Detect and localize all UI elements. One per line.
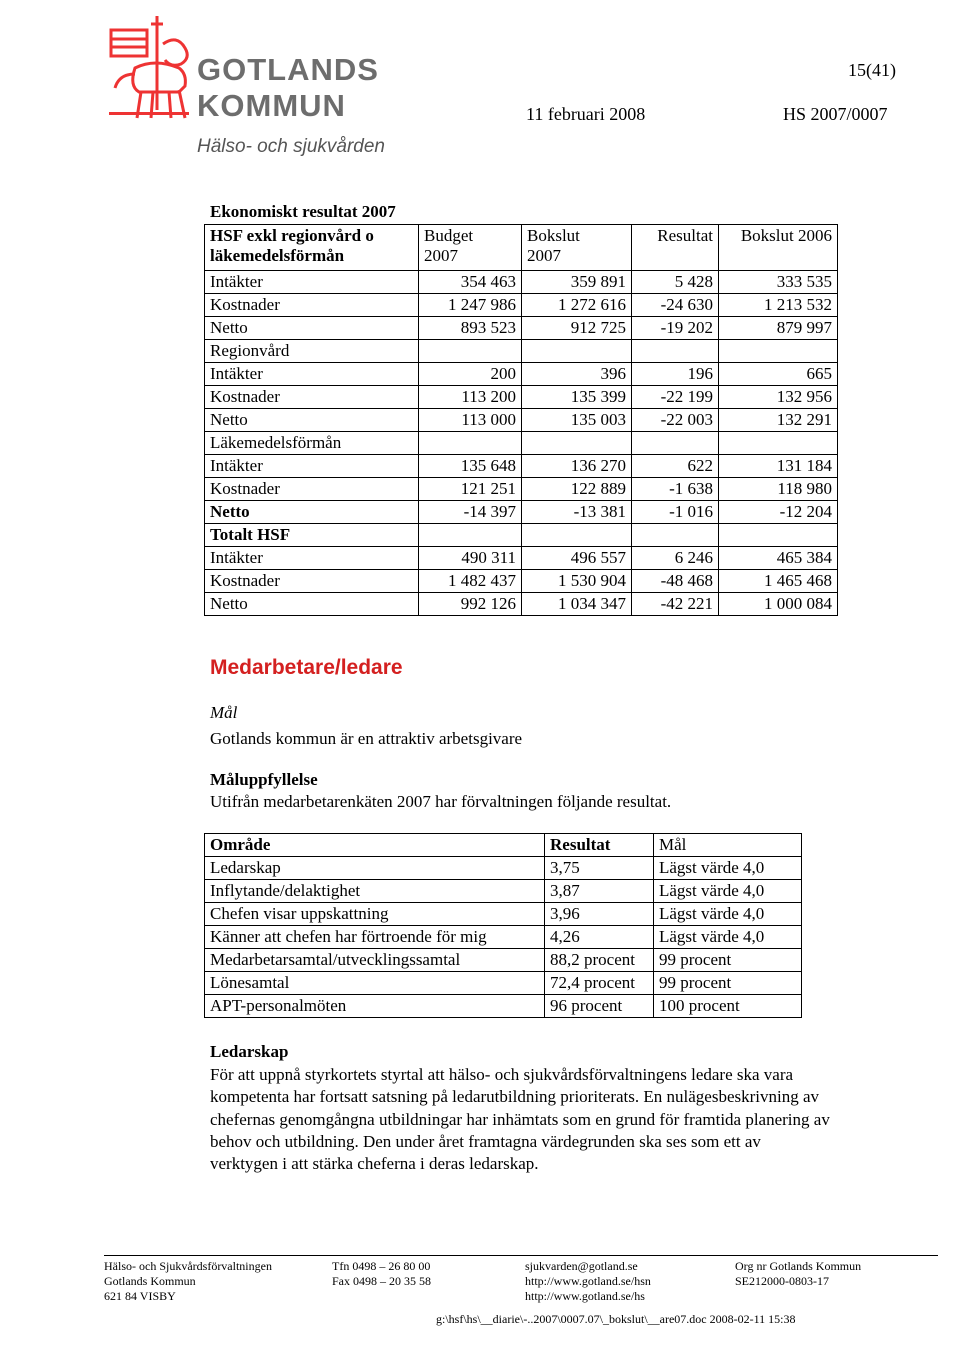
econ-cell-resultat: 5 428 [632,271,719,294]
survey-row [205,949,802,972]
econ-cell-label: Netto [205,409,419,432]
survey-cell-goal: Lägst värde 4,0 [654,880,802,903]
econ-cell-bokslut: 359 891 [522,271,632,294]
footer-address [104,1259,272,1304]
econ-header-bokslut-2006: Bokslut 2006 [719,225,838,271]
econ-cell-resultat: -19 202 [632,317,719,340]
survey-cell-area: Inflytande/delaktighet [205,880,545,903]
econ-header-row [205,225,838,271]
econ-cell-budget: 135 648 [419,455,522,478]
footer-org-name: Hälso- och Sjukvårdsförvaltningen [104,1259,272,1273]
document-reference: HS 2007/0007 [783,104,888,124]
document-date: 11 februari 2008 [526,104,646,124]
footer-postal: 621 84 VISBY [104,1289,176,1303]
logo-subtitle: Hälso- och sjukvården [197,136,385,157]
logo-name-line1: GOTLANDS [197,52,379,87]
econ-header-bokslut [522,225,632,271]
econ-row [205,455,838,478]
survey-row [205,972,802,995]
econ-cell-bokslut: 1 530 904 [522,570,632,593]
econ-cell-label: Kostnader [205,478,419,501]
survey-cell-area: Ledarskap [205,857,545,880]
survey-cell-result: 96 procent [545,995,654,1018]
econ-cell-bokslut2006: -12 204 [719,501,838,524]
survey-cell-goal: 100 procent [654,995,802,1018]
econ-cell-bokslut [522,524,632,547]
footer-org-label: Org nr Gotlands Kommun [735,1259,862,1273]
econ-cell-bokslut2006: 131 184 [719,455,838,478]
lamb-emblem-icon [105,14,197,124]
econ-cell-bokslut2006: 118 980 [719,478,838,501]
econ-cell-resultat: -1 638 [632,478,719,501]
econ-cell-resultat: 6 246 [632,547,719,570]
fulfilment-heading: Måluppfyllelse [210,770,318,789]
econ-header-label-line2: läkemedelsförmån [210,246,345,265]
survey-cell-goal: 99 procent [654,972,802,995]
econ-cell-bokslut2006 [719,340,838,363]
econ-cell-label: Läkemedelsförmån [205,432,419,455]
econ-cell-budget: 113 200 [419,386,522,409]
econ-cell-budget: 1 247 986 [419,294,522,317]
econ-row [205,340,838,363]
econ-cell-label: Intäkter [205,547,419,570]
survey-row [205,903,802,926]
survey-header-goal: Mål [654,834,802,857]
survey-row [205,995,802,1018]
survey-header-row [205,834,802,857]
econ-cell-budget [419,524,522,547]
econ-cell-budget: 200 [419,363,522,386]
econ-cell-label: Intäkter [205,271,419,294]
econ-cell-resultat: -42 221 [632,593,719,616]
survey-cell-result: 3,75 [545,857,654,880]
econ-row [205,386,838,409]
econ-cell-bokslut2006: 1 465 468 [719,570,838,593]
survey-cell-goal: Lägst värde 4,0 [654,857,802,880]
survey-row [205,880,802,903]
econ-header-budget-line2: 2007 [424,246,458,265]
footer-phone [332,1259,431,1289]
econ-cell-budget: 1 482 437 [419,570,522,593]
survey-cell-result: 4,26 [545,926,654,949]
survey-header-area: Område [205,834,545,857]
econ-cell-bokslut2006: 465 384 [719,547,838,570]
econ-cell-bokslut: 496 557 [522,547,632,570]
econ-cell-bokslut: -13 381 [522,501,632,524]
econ-cell-bokslut2006: 132 956 [719,386,838,409]
survey-cell-result: 88,2 procent [545,949,654,972]
econ-cell-budget: 490 311 [419,547,522,570]
econ-cell-bokslut: 1 034 347 [522,593,632,616]
econ-cell-bokslut: 396 [522,363,632,386]
page-number: 15(41) [848,60,896,80]
econ-cell-budget: 113 000 [419,409,522,432]
econ-cell-bokslut2006 [719,432,838,455]
econ-cell-bokslut2006 [719,524,838,547]
footer-file-path: g:\hsf\hs\__diarie\-..2007\0007.07\_bokslut\__are07.doc 2008-02-11 15:38 [436,1312,796,1326]
econ-cell-budget: 893 523 [419,317,522,340]
econ-row [205,501,838,524]
econ-cell-resultat [632,524,719,547]
econ-cell-label: Netto [205,501,419,524]
footer-url-hsn[interactable]: http://www.gotland.se/hsn [525,1274,651,1288]
econ-cell-label: Netto [205,593,419,616]
leadership-heading: Ledarskap [210,1042,289,1061]
econ-row [205,524,838,547]
econ-header-bokslut-line2: 2007 [527,246,561,265]
econ-row [205,317,838,340]
econ-cell-bokslut [522,432,632,455]
econ-header-budget-line1: Budget [424,226,474,245]
goal-label: Mål [210,703,238,722]
econ-cell-bokslut2006: 1 000 084 [719,593,838,616]
econ-cell-bokslut2006: 333 535 [719,271,838,294]
econ-cell-bokslut: 135 003 [522,409,632,432]
logo-name-line2: KOMMUN [197,88,346,123]
econ-cell-resultat: -22 199 [632,386,719,409]
econ-row [205,271,838,294]
econ-cell-resultat: -1 016 [632,501,719,524]
survey-cell-goal: Lägst värde 4,0 [654,903,802,926]
econ-cell-budget: -14 397 [419,501,522,524]
econ-cell-bokslut2006: 665 [719,363,838,386]
econ-cell-label: Intäkter [205,455,419,478]
footer-url-hs[interactable]: http://www.gotland.se/hs [525,1289,645,1303]
econ-cell-resultat [632,340,719,363]
survey-cell-result: 3,96 [545,903,654,926]
econ-cell-bokslut: 1 272 616 [522,294,632,317]
econ-header-resultat: Resultat [632,225,719,271]
econ-table-title: Ekonomiskt resultat 2007 [210,202,396,221]
econ-cell-budget: 992 126 [419,593,522,616]
econ-cell-bokslut2006: 879 997 [719,317,838,340]
footer-web [525,1259,651,1304]
survey-cell-area: Lönesamtal [205,972,545,995]
econ-cell-bokslut2006: 132 291 [719,409,838,432]
survey-cell-goal: 99 procent [654,949,802,972]
econ-cell-bokslut2006: 1 213 532 [719,294,838,317]
survey-cell-area: Känner att chefen har förtroende för mig [205,926,545,949]
survey-result-table [204,833,802,1018]
econ-cell-budget [419,432,522,455]
econ-row [205,363,838,386]
footer-org [735,1259,861,1289]
econ-cell-resultat: 196 [632,363,719,386]
survey-cell-area: APT-personalmöten [205,995,545,1018]
econ-header-label-line1: HSF exkl regionvård o [210,226,374,245]
econ-cell-label: Intäkter [205,363,419,386]
econ-cell-budget: 354 463 [419,271,522,294]
econ-cell-resultat: 622 [632,455,719,478]
econ-result-table [204,224,838,616]
survey-cell-area: Medarbetarsamtal/utvecklingssamtal [205,949,545,972]
econ-cell-bokslut: 136 270 [522,455,632,478]
econ-row [205,478,838,501]
footer-org-number: SE212000-0803-17 [735,1274,829,1288]
footer-fax: Fax 0498 – 20 35 58 [332,1274,431,1288]
econ-cell-label: Kostnader [205,570,419,593]
footer-tel: Tfn 0498 – 26 80 00 [332,1259,431,1273]
survey-cell-area: Chefen visar uppskattning [205,903,545,926]
econ-cell-resultat: -24 630 [632,294,719,317]
econ-cell-label: Netto [205,317,419,340]
footer-municipality: Gotlands Kommun [104,1274,196,1288]
econ-cell-label: Kostnader [205,386,419,409]
section-heading: Medarbetare/ledare [210,656,403,679]
econ-cell-budget [419,340,522,363]
econ-cell-label: Kostnader [205,294,419,317]
econ-row [205,547,838,570]
survey-row [205,857,802,880]
survey-header-result: Resultat [545,834,654,857]
gotlands-kommun-logo [105,14,395,164]
econ-cell-label: Regionvård [205,340,419,363]
econ-cell-bokslut: 135 399 [522,386,632,409]
econ-cell-bokslut: 122 889 [522,478,632,501]
econ-row [205,593,838,616]
econ-header-budget [419,225,522,271]
footer-email[interactable]: sjukvarden@gotland.se [525,1259,638,1273]
econ-row [205,409,838,432]
survey-cell-result: 72,4 procent [545,972,654,995]
econ-cell-label: Totalt HSF [205,524,419,547]
econ-row [205,294,838,317]
fulfilment-text: Utifrån medarbetarenkäten 2007 har förvaltningen följande resultat. [210,792,672,811]
econ-cell-budget: 121 251 [419,478,522,501]
econ-row [205,432,838,455]
survey-cell-goal: Lägst värde 4,0 [654,926,802,949]
survey-row [205,926,802,949]
goal-text: Gotlands kommun är en attraktiv arbetsgivare [210,729,523,748]
footer-divider [104,1255,938,1256]
econ-row [205,570,838,593]
econ-header-label [205,225,419,271]
leadership-paragraph: För att uppnå styrkortets styrtal att hälso- och sjukvårdsförvaltningens ledare ska vara kompetenta har fortsatt satsning på ledarutbildning prioriterats. En nulägesbeskrivning av chefernas genomgångna utbildningar har inhämtats som en grund för framtida planering av behov och utbildning. Den under året framtagna värdegrunden ska ses som ett av verktygen i att stärka cheferna i deras ledarskap. [210,1065,830,1174]
econ-cell-resultat: -22 003 [632,409,719,432]
econ-cell-bokslut [522,340,632,363]
econ-cell-bokslut: 912 725 [522,317,632,340]
econ-cell-resultat [632,432,719,455]
survey-cell-result: 3,87 [545,880,654,903]
econ-header-bokslut-line1: Bokslut [527,226,580,245]
econ-cell-resultat: -48 468 [632,570,719,593]
